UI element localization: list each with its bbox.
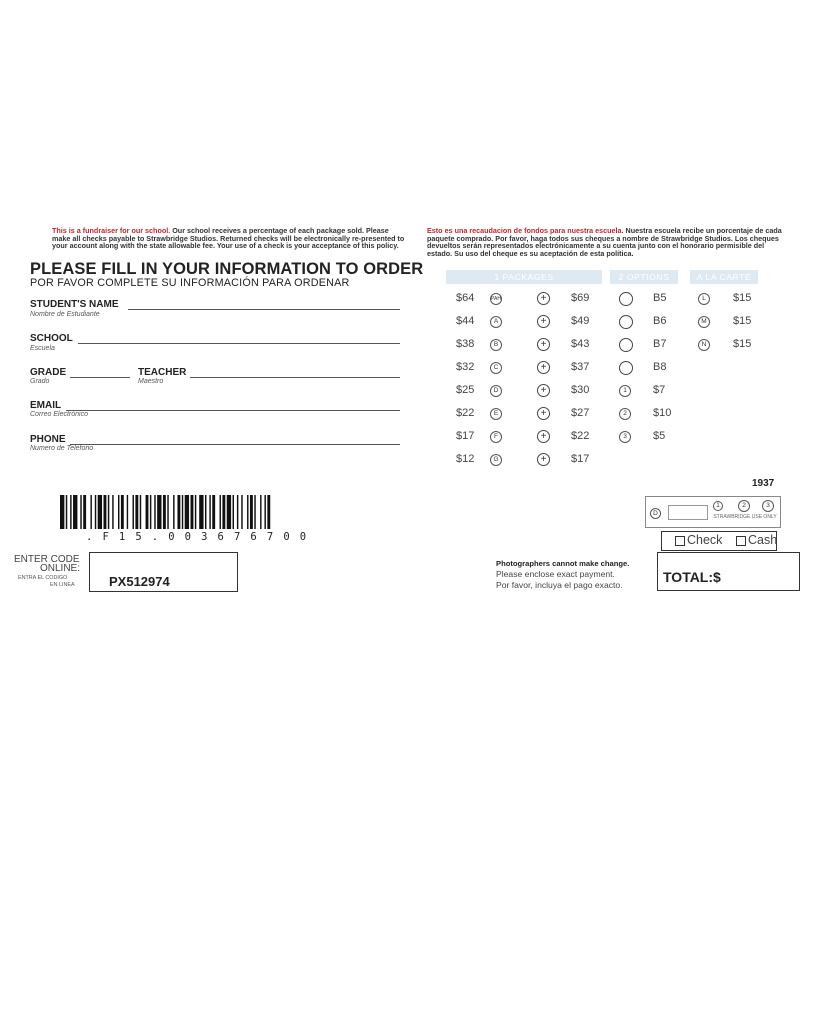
package-plus-bubble[interactable]: + (537, 361, 550, 374)
barcode-bar (157, 495, 161, 529)
barcode-bar (267, 495, 270, 529)
barcode-bar (237, 495, 238, 529)
option-1-bubble[interactable]: 1 (619, 385, 631, 397)
alacarte-m-bubble[interactable]: M (698, 316, 710, 328)
student-name-sub: Nombre de Estudiante (30, 311, 100, 318)
school-sub: Escuela (30, 345, 55, 352)
barcode-bar (135, 495, 138, 529)
option-price: $5 (653, 430, 666, 442)
total-label: TOTAL:$ (663, 569, 721, 585)
package-price: $32 (456, 361, 475, 373)
package-plus-price: $43 (571, 338, 590, 350)
fundraiser-notice-es (427, 227, 789, 257)
barcode-bar (167, 495, 168, 529)
package-d-bubble[interactable]: D (490, 385, 502, 397)
package-price: $25 (456, 384, 475, 396)
page-subtitle: POR FAVOR COMPLETE SU INFORMACIÓN PARA ORDENAR (30, 277, 350, 289)
phone-sub: Numero de Telefono (30, 445, 94, 452)
check-label: Check (687, 533, 723, 547)
phone-label: PHONE (30, 434, 66, 445)
payment-note-en: Please enclose exact payment. (496, 569, 615, 579)
notice-en-body: Our school receives a percentage of each package sold. Please make all checks payable to Strawbridge Studios. Returned checks will be electronically re-presented to your account along with the state allowable fee. Your use of a check is your acceptance of this policy. (52, 226, 405, 251)
alacarte-n-bubble[interactable]: N (698, 339, 710, 351)
email-sub: Correo Electrónico (30, 411, 88, 418)
alacarte-price: $15 (733, 338, 752, 350)
barcode-bar (60, 495, 64, 529)
barcode-bar (177, 495, 180, 529)
barcode-bar (212, 495, 215, 529)
barcode-bar (227, 495, 231, 529)
barcode-bar (108, 495, 109, 529)
barcode-bar (154, 495, 155, 529)
barcode-bar (133, 495, 134, 529)
package-plus-price: $30 (571, 384, 590, 396)
package-price: $12 (456, 453, 475, 465)
email-label: EMAIL (30, 400, 62, 411)
enter-code-label: ENTER CODE (14, 554, 80, 565)
studio-mark-2: 2 (738, 500, 750, 512)
package-g-bubble[interactable]: G (490, 454, 502, 466)
package-plus-bubble[interactable]: + (537, 430, 550, 443)
package-plus-price: $17 (571, 453, 590, 465)
package-plus-bubble[interactable]: + (537, 407, 550, 420)
barcode-bar (205, 495, 206, 529)
background-b7-bubble[interactable] (619, 338, 633, 352)
barcode-bar (185, 495, 189, 529)
payment-note-bold: Photographers cannot make change. (496, 559, 630, 568)
background-label: B7 (653, 338, 667, 350)
barcode-bar (241, 495, 242, 529)
total-box[interactable] (657, 552, 800, 591)
payment-note-es: Por favor, incluya el pago exacto. (496, 580, 623, 590)
school-field[interactable] (78, 343, 400, 344)
barcode-bar (66, 495, 67, 529)
barcode-bar (83, 495, 86, 529)
barcode-bar (80, 495, 81, 529)
option-3-bubble[interactable]: 3 (619, 431, 631, 443)
alacarte-header: A LA CARTE (690, 270, 758, 284)
barcode-bar (118, 495, 119, 529)
page-title: PLEASE FILL IN YOUR INFORMATION TO ORDER (30, 260, 424, 278)
studio-mark-3: 3 (762, 500, 774, 512)
package-b-bubble[interactable]: B (490, 339, 502, 351)
package-c-bubble[interactable]: C (490, 362, 502, 374)
barcode-bar (73, 495, 77, 529)
barcode-bar (254, 495, 255, 529)
barcode-bar (191, 495, 194, 529)
barcode-bar (112, 495, 113, 529)
barcode-bar (182, 495, 183, 529)
package-plus-price: $27 (571, 407, 590, 419)
studio-use-box (645, 496, 781, 528)
studio-entry-box (668, 505, 708, 520)
package-plus-bubble[interactable]: + (537, 315, 550, 328)
package-plus-bubble[interactable]: + (537, 384, 550, 397)
phone-field[interactable] (70, 444, 400, 445)
barcode-bar (70, 495, 71, 529)
alacarte-l-bubble[interactable]: L (698, 293, 710, 305)
package-e-bubble[interactable]: E (490, 408, 502, 420)
package-pah-bubble[interactable]: PAH (490, 293, 502, 305)
package-price: $22 (456, 407, 475, 419)
cash-checkbox[interactable] (736, 536, 746, 546)
payment-method-box (661, 531, 777, 551)
teacher-field[interactable] (190, 377, 400, 378)
barcode-text: . F 1 5 . 0 0 3 6 7 6 7 0 0 (86, 531, 308, 543)
packages-header: 1 PACKAGES (446, 270, 602, 284)
option-price: $10 (653, 407, 672, 419)
package-plus-price: $69 (571, 292, 590, 304)
notice-es-body: Nuestra escuela recibe un porcentaje de cada paquete comprado. Por favor, haga todos sus cheques a nombre de Strawbridge Studios. Los cheques devueltos serán representados electrónicamente a su cuenta junto con el honorario permisible del estado. Su uso del cheque es su aceptación de esta política. (427, 226, 782, 258)
package-a-bubble[interactable]: A (490, 316, 502, 328)
option-2-bubble[interactable]: 2 (619, 408, 631, 420)
barcode-bar (250, 495, 253, 529)
online-code: PX512974 (109, 574, 170, 589)
barcode-bar (220, 495, 221, 529)
alacarte-price: $15 (733, 315, 752, 327)
barcode-bar (127, 495, 128, 529)
barcode-bar (233, 495, 234, 529)
student-name-label: STUDENT'S NAME (30, 299, 119, 310)
barcode-bar (150, 495, 151, 529)
package-plus-bubble[interactable]: + (537, 338, 550, 351)
barcode-bar (264, 495, 265, 529)
package-price: $17 (456, 430, 475, 442)
background-label: B6 (653, 315, 667, 327)
grade-field[interactable] (70, 377, 130, 378)
package-plus-bubble[interactable]: + (537, 453, 550, 466)
teacher-label: TEACHER (138, 367, 187, 378)
email-field[interactable] (66, 410, 400, 411)
package-f-bubble[interactable]: F (490, 431, 502, 443)
grade-label: GRADE (30, 367, 67, 378)
background-b8-bubble[interactable] (619, 361, 633, 375)
barcode (60, 495, 360, 529)
cash-label: Cash (748, 533, 778, 547)
teacher-sub: Maestro (138, 378, 164, 385)
barcode-bar (195, 495, 196, 529)
barcode-bar (146, 495, 149, 529)
studio-d-mark: D (650, 508, 661, 519)
barcode-bar (140, 495, 141, 529)
barcode-bar (209, 495, 210, 529)
student-name-field[interactable] (128, 309, 400, 310)
option-price: $7 (653, 384, 666, 396)
barcode-bar (90, 495, 91, 529)
fundraiser-notice-en (52, 227, 407, 250)
package-plus-price: $37 (571, 361, 590, 373)
background-label: B5 (653, 292, 667, 304)
alacarte-price: $15 (733, 292, 752, 304)
online-code-box (89, 552, 238, 592)
enter-code-es-1: ENTRA EL CODIGO (18, 575, 68, 581)
package-price: $64 (456, 292, 475, 304)
background-b6-bubble[interactable] (619, 315, 633, 329)
barcode-bar (199, 495, 203, 529)
background-b5-bubble[interactable] (619, 292, 633, 306)
check-checkbox[interactable] (675, 536, 685, 546)
notice-es-lead: Esto es una recaudacion de fondos para nuestra escuela. (427, 226, 624, 235)
barcode-bar (173, 495, 174, 529)
barcode-bar (163, 495, 166, 529)
barcode-bar (95, 495, 96, 529)
barcode-bar (98, 495, 102, 529)
school-label: SCHOOL (30, 333, 73, 344)
enter-code-label-2: ONLINE: (40, 563, 81, 574)
barcode-bar (260, 495, 261, 529)
background-label: B8 (653, 361, 667, 373)
package-plus-price: $22 (571, 430, 590, 442)
barcode-bar (222, 495, 225, 529)
options-header: 2 OPTIONS (610, 270, 678, 284)
studio-use-caption: STRAWBRIDGE USE ONLY (713, 514, 777, 520)
barcode-bar (121, 495, 124, 529)
package-plus-price: $49 (571, 315, 590, 327)
grade-sub: Grado (30, 378, 50, 385)
barcode-bar (104, 495, 107, 529)
notice-en-lead: This is a fundraiser for our school. (52, 226, 171, 235)
job-number: 1937 (752, 478, 775, 489)
barcode-bar (247, 495, 248, 529)
package-price: $38 (456, 338, 475, 350)
studio-mark-1: 1 (713, 501, 723, 511)
package-price: $44 (456, 315, 475, 327)
enter-code-es-2: EN LINEA (50, 582, 75, 588)
package-plus-bubble[interactable]: + (537, 292, 550, 305)
